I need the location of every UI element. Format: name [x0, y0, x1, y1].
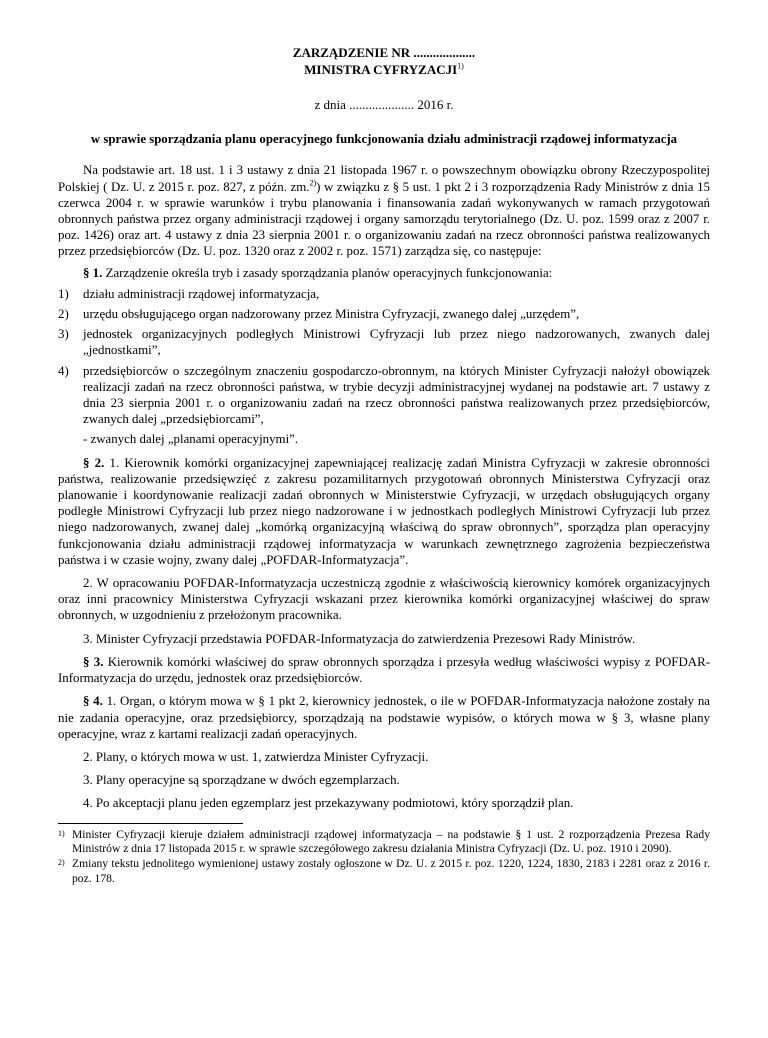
- preamble-text-b: ) w związku z § 5 ust. 1 pkt 2 i 3 rozporządzenia Rady Ministrów z dnia 15 czerwca 2004 r. w sprawie warunków i trybu planowania i finansowania zadań wykonywanych w ramach przygotowań obronnych państwa przez organy administracji rządowej i organy samorządu terytorialnego (Dz. U. poz. 1599 oraz z 2007 r. poz. 1426) oraz art. 4 ustawy z dnia 23 sierpnia 2001 r. o organizowaniu zadań na rzecz obronności państwa realizowanych przez przedsiębiorców (Dz. U. poz. 1320 oraz z 2002 r. poz. 1571) zarządza się, co następuje:: [58, 179, 710, 259]
- document-date: z dnia .................... 2016 r.: [314, 97, 454, 112]
- section-1: [58, 265, 710, 281]
- section-4-label: § 4.: [83, 694, 103, 709]
- section-3-label: § 3.: [83, 654, 104, 669]
- title-authority: MINISTRA CYFRYZACJI: [304, 62, 458, 77]
- document-page: [0, 44, 768, 1038]
- list-item-number: 3): [58, 327, 69, 342]
- preamble-text-a: Na podstawie art. 18 ust. 1 i 3 ustawy z dnia 21 listopada 1967 r. o powszechnym obowiązku obrony Rzeczypospolitej Polskiej ( Dz. U. z 2015 r. poz. 827, z późn. zm.: [58, 163, 710, 194]
- section-1-after: - zwanych dalej „planami operacyjnymi”.: [83, 432, 299, 447]
- footnote: [58, 857, 710, 886]
- document-body: [58, 162, 710, 886]
- section-2-text: 1. Kierownik komórki organizacyjnej zapewniającej realizację zadań Ministra Cyfryzacji w zakresie obronności państwa, realizowanie przedsięwzięć z zakresu pozamilitarnych przygotowań obronnych Ministerstwa Cyfryzacji oraz planowanie i koordynowanie realizacji zadań obronnych w Ministerstwie Cyfryzacji, w urzędach obsługujących organy podległe Ministrowi Cyfryzacji lub przez niego nadzorowane i w jednostkach podległych Ministrowi Cyfryzacji lub przez niego nadzorowanych, zwanej dalej „komórką organizacyjną właściwą do spraw obronnych”, sporządza plan operacyjny funkcjonowania działu administracji rządowej informatyzacja w warunkach zewnętrznego zagrożenia bezpieczeństwa państwa i w czasie wojny, zwany dalej „POFDAR-Informatyzacja”.: [58, 455, 710, 567]
- preamble: [58, 162, 710, 259]
- list-item: [58, 306, 710, 322]
- section-2-label: § 2.: [83, 455, 105, 470]
- list-item-text: przedsiębiorców o szczególnym znaczeniu gospodarczo-obronnym, na których Minister Cyfryzacji nałożył obowiązek realizacji zadań na rzecz obronności państwa, w trybie decyzji administracyjnej wydanej na podstawie art. 7 ustawy z dnia 23 sierpnia 2001 r. o organizowaniu zadań na rzecz obronności państwa realizowanych przez przedsiębiorców, zwanych dalej „przedsiębiorcami”,: [83, 363, 710, 427]
- footnote-ref-2: 2): [309, 178, 317, 188]
- title-line-1: ZARZĄDZENIE NR ...................: [292, 45, 476, 60]
- section-1-text: Zarządzenie określa tryb i zasady sporządzania planów operacyjnych funkcjonowania:: [105, 265, 553, 280]
- document-title: [58, 44, 710, 78]
- list-item: [58, 326, 710, 358]
- footnote-mark: 2): [58, 858, 65, 868]
- section-4-paragraph-2: 2. Plany, o których mowa w ust. 1, zatwierdza Minister Cyfryzacji.: [83, 749, 429, 764]
- footnote-divider: [58, 823, 243, 824]
- list-item-text: jednostek organizacyjnych podległych Ministrowi Cyfryzacji lub przez niego nadzorowanych, zwanych dalej „jednostkami”,: [83, 327, 710, 358]
- section-2-paragraph-1: [58, 455, 710, 568]
- list-item: [58, 286, 710, 302]
- section-4-paragraph-3: 3. Plany operacyjne są sporządzane w dwóch egzemplarzach.: [83, 773, 400, 788]
- section-3: [58, 654, 710, 686]
- footnote-ref-1: 1): [457, 61, 464, 71]
- section-3-text: Kierownik komórki właściwej do spraw obronnych sporządza i przesyła według właściwości wypisy z POFDAR-Informatyzacja do urzędu, jednostek oraz przedsiębiorców.: [58, 654, 710, 686]
- list-item-text: urzędu obsługującego organ nadzorowany przez Ministra Cyfryzacji, zwanego dalej „urzędem”,: [83, 307, 580, 322]
- section-1-list: [58, 286, 710, 428]
- section-1-label: § 1.: [83, 265, 103, 280]
- footnote-mark: 1): [58, 828, 65, 838]
- section-2-paragraph-3: 3. Minister Cyfryzacji przedstawia POFDAR-Informatyzacja do zatwierdzenia Prezesowi Rady Ministrów.: [83, 631, 636, 646]
- list-item-number: 1): [58, 286, 69, 301]
- list-item-text: działu administracji rządowej informatyzacja,: [83, 286, 320, 301]
- footnote-text: Minister Cyfryzacji kieruje działem administracji rządowej informatyzacja – na podstawie § 1 ust. 2 rozporządzenia Prezesa Rady Ministrów z dnia 17 listopada 2015 r. w sprawie szczegółowego zakresu działania Ministra Cyfryzacji (Dz. U. poz. 1910 i 2090).: [72, 827, 710, 855]
- document-subject: w sprawie sporządzania planu operacyjnego funkcjonowania działu administracji rządowej informatyzacja: [90, 132, 678, 147]
- footnote: [58, 828, 710, 857]
- section-2-paragraph-2: 2. W opracowaniu POFDAR-Informatyzacja uczestniczą zgodnie z właściwością kierownicy komórek organizacyjnych oraz inni pracownicy Ministerstwa Cyfryzacji wskazani przez kierownika komórki organizacyjnej właściwej do spraw obronnych, w uzgodnieniu z przełożonym pracownika.: [58, 576, 710, 623]
- footnote-text: Zmiany tekstu jednolitego wymienionej ustawy zostały ogłoszone w Dz. U. z 2015 r. poz. 1220, 1224, 1830, 2183 i 2281 oraz z 2016 r. poz. 178.: [72, 857, 710, 885]
- section-4-text: 1. Organ, o którym mowa w § 1 pkt 2, kierownicy jednostek, o ile w POFDAR-Informatyzacja nałożone zostały na nie zadania operacyjne, oraz przedsiębiorcy, sporządzają na podstawie wypisów, o których mowa w § 3, własne plany operacyjne, wraz z kartami realizacji zadań operacyjnych.: [58, 694, 710, 741]
- section-4-paragraph-1: [58, 693, 710, 742]
- section-4-paragraph-4: 4. Po akceptacji planu jeden egzemplarz jest przekazywany podmiotowi, który sporządził plan.: [83, 796, 574, 811]
- list-item: [58, 363, 710, 428]
- title-line-2: [58, 61, 710, 78]
- list-item-number: 4): [58, 363, 69, 378]
- list-item-number: 2): [58, 307, 69, 322]
